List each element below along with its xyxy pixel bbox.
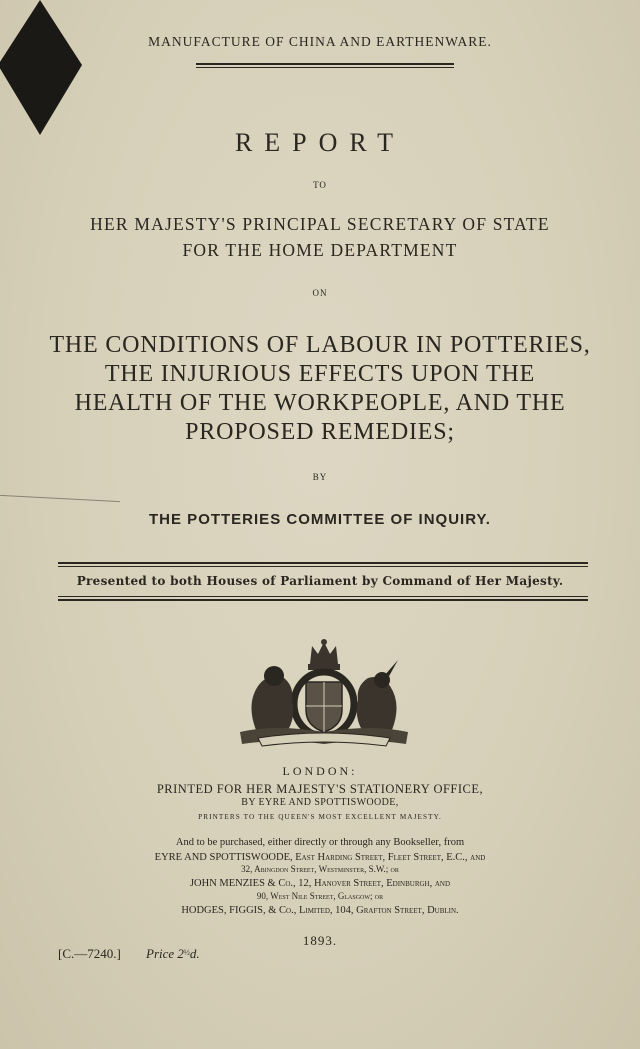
- command-paper-number: [C.—7240.]: [58, 946, 121, 961]
- price: [146, 946, 200, 962]
- price-fraction: ½: [183, 948, 190, 957]
- royal-coat-of-arms: [236, 634, 412, 750]
- sale-address-5: HODGES, FIGGIS, & Co., Limited, 104, Grafton Street, Dublin.: [181, 905, 459, 916]
- presented-rule-bottom: [58, 596, 588, 597]
- report-title: REPORT: [234, 128, 406, 157]
- recipient-line-2: FOR THE HOME DEPARTMENT: [182, 240, 458, 260]
- subject-line-2: THE INJURIOUS EFFECTS UPON THE: [104, 361, 536, 387]
- presented-rule-bottom-thick: [58, 599, 588, 601]
- presented-rule-top: [58, 562, 588, 564]
- by-label: BY: [312, 472, 328, 482]
- sale-address-2: 32, Abingdon Street, Westminster, S.W.; or: [241, 864, 399, 874]
- running-header: MANUFACTURE OF CHINA AND EARTHENWARE.: [148, 34, 492, 49]
- to-label: TO: [313, 180, 327, 190]
- imprint-printed-for: PRINTED FOR HER MAJESTY'S STATIONERY OFFICE,: [156, 782, 484, 796]
- publication-year: 1893.: [302, 933, 338, 948]
- price-label: Price: [146, 946, 175, 961]
- recipient-line-1: HER MAJESTY'S PRINCIPAL SECRETARY OF STATE: [90, 214, 550, 234]
- subject-line-3: HEALTH OF THE WORKPEOPLE, AND THE: [74, 390, 566, 416]
- subject-line-4: PROPOSED REMEDIES;: [185, 419, 455, 445]
- price-whole: 2: [177, 946, 184, 961]
- sale-address-1: EYRE AND SPOTTISWOODE, East Harding Street, Fleet Street, E.C., and: [154, 852, 486, 863]
- sale-intro: And to be purchased, either directly or through any Bookseller, from: [175, 837, 465, 848]
- stray-line: [0, 495, 120, 502]
- presented-statement: Presented to both Houses of Parliament by Command of Her Majesty.: [76, 574, 564, 588]
- subject-line-1: THE CONDITIONS OF LABOUR IN POTTERIES,: [49, 332, 591, 358]
- imprint-printers: BY EYRE AND SPOTTISWOODE,: [241, 797, 399, 808]
- imprint-printers-title: PRINTERS TO THE QUEEN'S MOST EXCELLENT MAJESTY.: [198, 813, 442, 821]
- sale-address-3: JOHN MENZIES & Co., 12, Hanover Street, Edinburgh, and: [189, 878, 451, 889]
- header-rule-thin: [196, 67, 454, 68]
- price-unit: d.: [189, 946, 200, 961]
- on-label: ON: [312, 288, 328, 298]
- committee-name: THE POTTERIES COMMITTEE OF INQUIRY.: [149, 511, 491, 528]
- imprint-place: LONDON:: [282, 764, 358, 778]
- sale-address-4: 90, West Nile Street, Glasgow; or: [256, 891, 384, 901]
- presented-rule-top-thin: [58, 566, 588, 567]
- header-rule: [196, 63, 454, 65]
